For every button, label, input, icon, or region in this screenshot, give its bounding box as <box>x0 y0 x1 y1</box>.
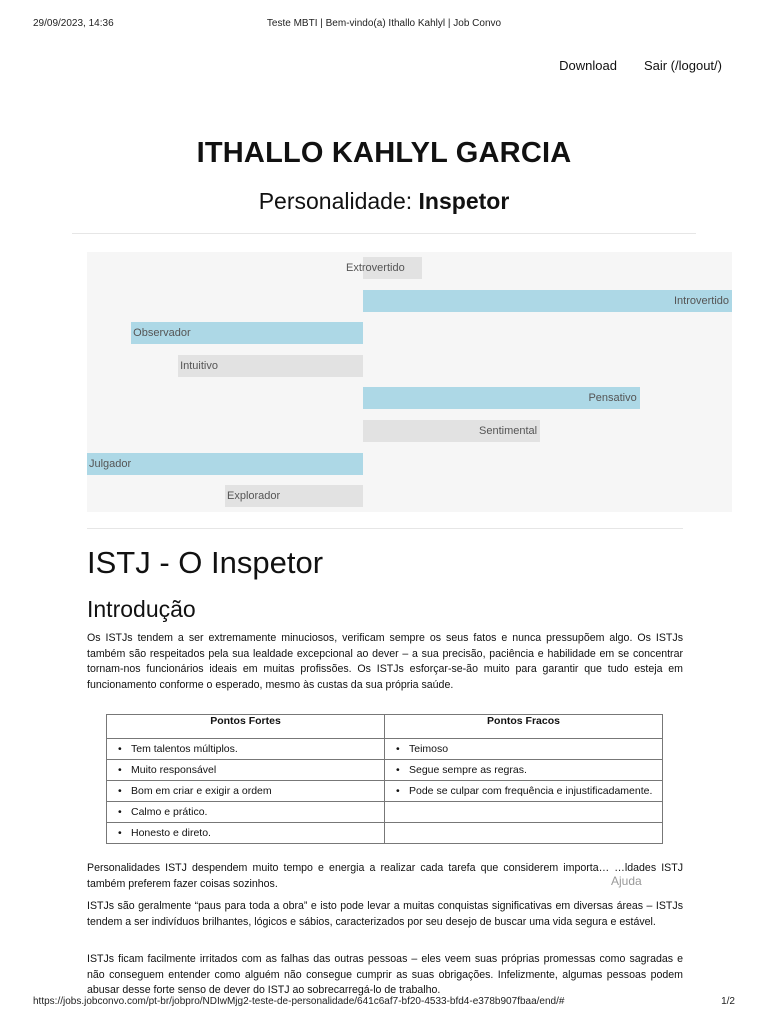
chart-label-julgador: Julgador <box>89 457 132 470</box>
personality-value: Inspetor <box>418 188 510 214</box>
weakness-cell <box>385 823 663 844</box>
divider-chart <box>87 528 683 529</box>
strength-cell <box>107 823 385 844</box>
section-title: ISTJ - O Inspetor <box>87 545 324 580</box>
weakness-cell <box>385 739 663 760</box>
print-datetime: 29/09/2023, 14:36 <box>33 18 114 29</box>
chart-bar-observador <box>131 322 363 344</box>
chart-bar-pensativo <box>363 387 640 409</box>
table-row <box>107 823 663 844</box>
list-item: • Tem talentos múltiplos. <box>115 742 376 756</box>
help-button[interactable]: Ajuda <box>611 874 642 888</box>
candidate-name: ITHALLO KAHLYL GARCIA <box>196 137 572 169</box>
weakness-cell <box>385 781 663 802</box>
chart-bar-intuitivo <box>178 355 363 377</box>
chart-label-pensativo: Pensativo <box>588 392 637 405</box>
top-nav <box>559 58 722 73</box>
weakness-cell <box>385 802 663 823</box>
list-item: • Pode se culpar com frequência e injustificadamente. <box>393 784 654 798</box>
table-row <box>107 739 663 760</box>
weaknesses-header: Pontos Fracos <box>385 715 663 739</box>
print-page-number: 1/2 <box>721 996 735 1007</box>
table-row <box>107 760 663 781</box>
paragraph: Personalidades ISTJ despendem muito tempo e energia a realizar cada tarefa que considerem importa… …ldades ISTJ também preferem fazer coisas sozinhos. <box>87 862 683 890</box>
chart-bar-sentimental <box>363 420 540 442</box>
chart-bar-extrovertido <box>346 257 422 279</box>
personality-line <box>0 188 768 215</box>
download-link[interactable]: Download <box>559 58 617 73</box>
strength-cell <box>107 739 385 760</box>
strengths-weaknesses-table <box>106 714 663 844</box>
strengths-header: Pontos Fortes <box>107 715 385 739</box>
chart-label-extrovertido: Extrovertido <box>346 262 405 274</box>
logout-link[interactable]: Sair (/logout/) <box>643 58 722 73</box>
list-item: • Muito responsável <box>115 763 376 777</box>
chart-label-observador: Observador <box>133 327 191 340</box>
list-item: • Honesto e direto. <box>115 826 376 840</box>
table-row <box>107 781 663 802</box>
print-doc-title: Teste MBTI | Bem-vindo(a) Ithallo Kahlyl | Job Convo <box>266 18 502 29</box>
intro-heading: Introdução <box>87 596 196 622</box>
strength-cell <box>107 802 385 823</box>
divider-top <box>72 233 696 234</box>
chart-label-introvertido: Introvertido <box>673 294 729 307</box>
strength-cell <box>107 760 385 781</box>
paragraph: ISTJs são geralmente “paus para toda a obra” e isto pode levar a muitas conquistas significativas em diversas áreas – ISTJs tendem a ser indivíduos brilhantes, lógicos e sábios, caracterizados por seu desejo de buscar uma vida segura e estável. <box>87 900 683 928</box>
chart-bar-introvertido <box>363 290 732 312</box>
weakness-cell <box>385 760 663 781</box>
table-row <box>107 802 663 823</box>
print-url: https://jobs.jobconvo.com/pt-br/jobpro/NDIwMjg2-teste-de-personalidade/641c6af7-bf20-4533-bfd4-e378b907fbaa/end/# <box>33 996 565 1007</box>
chart-label-sentimental: Sentimental <box>479 425 538 437</box>
chart-label-explorador: Explorador <box>227 490 281 503</box>
list-item: • Segue sempre as regras. <box>393 763 654 777</box>
intro-paragraph: Os ISTJs tendem a ser extremamente minuciosos, verificam sempre os seus fatos e nunca pressupõem algo. Os ISTJs também são respeitados pela sua lealdade excepcional ao dever – a sua precisão, paciência e habilidade em se concentrar tornam-nos funcionários ideais em muitas profissões. Os ISTJs esforçar-se-ão muito para garantir que tudo esteja em funcionamento conforme o esperado, mesmo às custas da sua própria saúde. <box>87 632 683 691</box>
chart-bar-explorador <box>225 485 363 507</box>
list-item: • Calmo e prático. <box>115 805 376 819</box>
chart-bar-julgador <box>87 453 363 475</box>
personality-chart <box>87 252 732 512</box>
chart-label-intuitivo: Intuitivo <box>180 359 218 372</box>
table-header-row <box>107 715 663 739</box>
personality-label: Personalidade: <box>258 188 413 214</box>
paragraph: ISTJs ficam facilmente irritados com as falhas das outras pessoas – eles veem suas próprias promessas como sagradas e não conseguem entender como alguém não consegue cumprir as suas obrigações. Infelizmente, algumas pessoas podem abusar desse forte senso de dever do ISTJ ao sobrecarregá-lo de trabalho. <box>87 953 683 996</box>
strength-cell <box>107 781 385 802</box>
list-item: • Bom em criar e exigir a ordem <box>115 784 376 798</box>
list-item: • Teimoso <box>393 742 654 756</box>
